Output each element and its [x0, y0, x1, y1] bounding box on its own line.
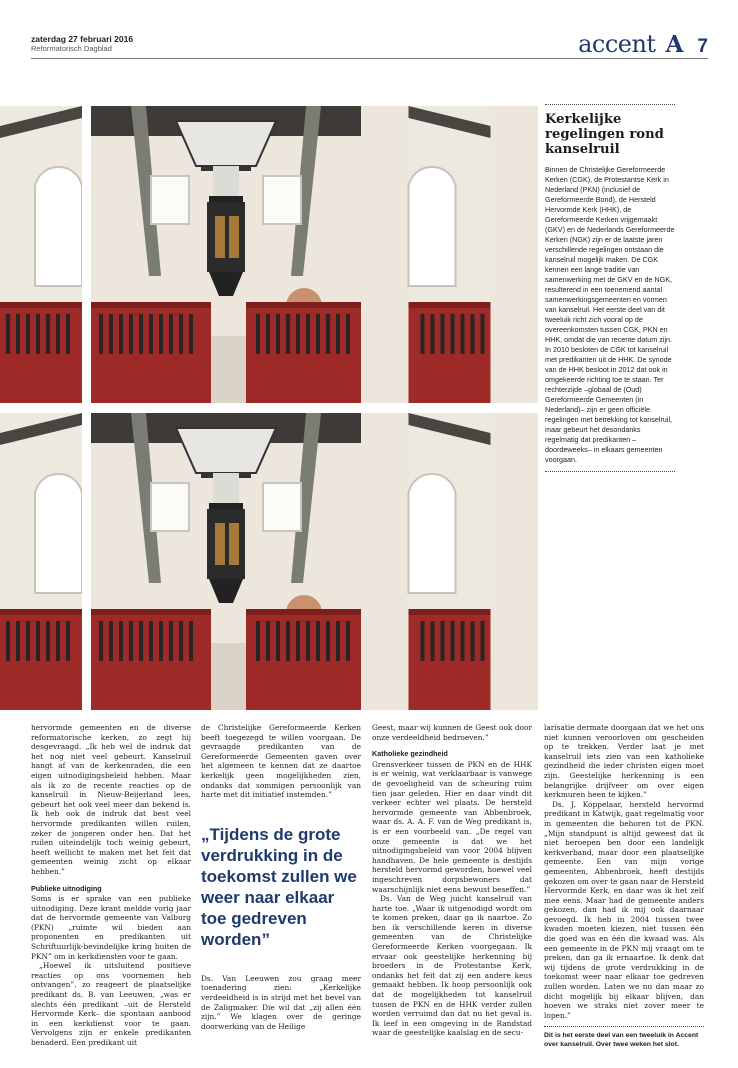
newspaper-name: Reformatorisch Dagblad	[31, 44, 112, 53]
section-name: accent	[578, 30, 656, 58]
article-column-2	[201, 723, 361, 1031]
photo-church-top-center	[91, 106, 361, 403]
issue-date: zaterdag 27 februari 2016	[31, 34, 134, 44]
article-column-3	[372, 723, 532, 1038]
photo-church-top-left	[0, 106, 82, 403]
header-rule	[31, 58, 708, 59]
subheading: Katholieke gezindheid	[372, 749, 448, 759]
footer-rule	[544, 1026, 704, 1027]
article-paragraph: larisatie dermate doorgaan dat we het ons niet kunnen veroorloven om gescheiden op te trekken. Verder laat je met kanselruil iets zien van een katholieke gezindheid die ieder christen eigen moet zijn. Geestelijke herkenning is een belangrijke drijfveer om over eigen kerkmuren heen te kijken.”	[544, 723, 704, 800]
article-paragraph: Grensverkeer tussen de PKN en de HHK is er weinig, wat verklaarbaar is vanwege de gevoeligheid van de scheuring ruim tien jaar geleden. Hier en daar vindt dit verkeer echter wel plaats. De hersteld hervormde gemeente van Abbenbroek, waar ds. A. A. F. van de Weg predikant is, is er een voorbeeld van. „De regel van onze gemeente is dat we het uitnodigingsbeleid van voor 2004 blijven handhaven. De hele gemeente is destijds hersteld hervormd geworden, hoewel veel ingeschreven dorpsbewoners dat waarschijnlijk niet eens bewust beseffen.”	[372, 759, 532, 894]
sidebar-bottom-rule	[545, 471, 675, 472]
subheading: Publieke uitnodiging	[31, 883, 102, 893]
article-column-1	[31, 723, 191, 1048]
photo-church-bottom-left	[0, 413, 82, 710]
photo-church-bottom-center	[91, 413, 361, 710]
article-paragraph: hervormde gemeenten en de diverse reformatorische kerken, zo zegt hij desgevraagd. „Ik heb wel de indruk dat het nog niet veel gebeurt. Kanselruil hangt af van de kerkenraden, die een eigen uitnodigingsbeleid hebben. Maar als ik zo de recente reacties op de kanselruil in Nieuw-Beijerland lees, gebeurt het ook veel meer dan bekend is. Ik heb ook de indruk dat best veel hervormde predikanten willen ruilen, zeker de jongeren onder hen. Dat het ruilen uiteindelijk toch weinig gebeurt, heeft wellicht te maken met het feit dat gemeenten weinig zicht op elkaar hebben.”	[31, 723, 191, 876]
pull-quote: „Tijdens de grote verdrukking in de toekomst zullen we weer naar elkaar toe gedreven worden”	[201, 824, 357, 949]
info-sidebar	[545, 104, 675, 472]
article-paragraph: de Christelijke Gereformeerde Kerken beeft toegezegd te willen voorgaan. De gevraagde predikanten van de Gereformeerde Gemeenten gaven over het algemeen te kennen dat ze daartoe kerkelijk geen mogelijkheden zien, ondanks dat sommigen persoonlijk van harte met dit initiatief instemden.”	[201, 723, 361, 800]
photo-church-bottom-right	[361, 413, 538, 710]
page-header	[31, 30, 708, 60]
photo-church-top-right	[361, 106, 538, 403]
section-logo: A	[665, 31, 684, 58]
sidebar-top-rule	[545, 104, 675, 105]
article-paragraph: Ds. J. Koppelaar, hersteld hervormd predikant in Katwijk, gaat regelmatig voor in gemeenten die behoren tot de PKN. „Mijn standpunt is altijd geweest dat ik niet beroepen ben door een landelijk kerkverband, maar door een plaatselijke gemeente. Een van mijn vorige gemeenten, Abbenbroek, heeft destijds gekozen om over te gaan naar de Hersteld Hervormde Kerk, en daar was ik het zelf mee eens. Maar had de gemeente anders gekozen, dan had ik mij ook daarnaar gevoegd. Ik heb in 2004 tussen twee kwaden moeten kiezen, niet tussen één die goed was en één die kwaad was. Als een gemeente in de PKN mij vraagt om te preken, dan ga ik ernaartoe. Ik denk dat wij tijdens de grote verdrukking in de toekomst weer naar elkaar toe gedreven zullen worden. Laten we nu dan maar zo dicht mogelijk bij elkaar blijven, dan hoeven we straks niet zover meer te lopen.”	[544, 799, 704, 1020]
article-column-4	[544, 723, 704, 1049]
sidebar-paragraph: Binnen de Christelijke Gereformeerde Kerken (CGK), de Protestantse Kerk in Nederland (PKN) (inclusief de Gereformeerde Bond), de Hersteld Hervormde Kerk (HHK), de Gereformeerde Kerken vrijgemaakt (GKV) en de Nederlands Gereformeerde Kerken (NGK) zijn er de laatste jaren verschillende regelingen ontstaan die kanselruil mogelijk maken. De CGK kennen een lange traditie van samenwerking met de GKV en de NGK, resulterend in een toenemend aantal samenwerkingsgemeenten en vormen van kanselruil. Het eerste deel van dit tweeluik richt zich vooral op de overeenkomsten tussen CGK, PKN en HHK, omdat die van recente datum zijn. In 2010 besloten de CGK tot kanselruil met predikanten uit de HHK. De synode van de HHK besloot in 2012 dat ook in omgekeerde richting toe te staan. Ter rechterzijde –globaal de (Oud) Gereformeerde Gemeenten (in Nederland)– zijn er geen officiële regelingen met betrekking tot kanselruil, maar gebeurt het desondanks regelmatig dat predikanten –doordeweeks– in elkaars gemeenten voorgaan.	[545, 165, 675, 464]
article-paragraph: „Hoewel ik uitsluitend positieve reacties op ons voornemen heb ontvangen”, zo reageert de plaatselijke predikant ds. B. van Leeuwen, „was er slechts één predikant –uit de Hersteld Hervormde Kerk– die spontaan aanbood in een kerkdienst voor te gaan. Vervolgens zijn er enkele predikanten benaderd. Een predikant uit	[31, 961, 191, 1047]
series-note: Dit is het eerste deel van een tweeluik in Accent over kanselruil. Over twee weken het slot.	[544, 1032, 699, 1049]
article-paragraph: Ds. Van Leeuwen zou graag meer toenadering zien: „Kerkelijke verdeeldheid is in strijd met het bevel van de Zaligmaker. Die wil dat „zij allen één zijn.” We klagen over de geringe doorwerking van de Heilige	[201, 973, 361, 1031]
article-paragraph: Ds. Van de Weg juicht kanselruil van harte toe. „Waar ik uitgenodigd wordt om te komen preken, daar ga ik naartoe. Zo ben ik verschillende keren in diverse gemeenten van de Christelijke Gereformeerde Kerken voorgegaan. Ik ervaar ook geestelijke herkenning bij broeders in de Protestantse Kerk, ondanks het feit dat zij een andere keus gemaakt hebben. Ik hoop persoonlijk ook dat de mogelijkheden tot kanselruil tussen de PKN en de HHK verder zullen worden verruimd dan dat nu het geval is. Ik leef in een omgeving in de Randstad waar de geestelijke kaalslag en de secu-	[372, 894, 532, 1038]
sidebar-title: Kerkelijke regelingen rond kanselruil	[545, 112, 664, 157]
article-paragraph: Soms is er sprake van een publieke uitnodiging. Deze krant meldde vorig jaar dat de hervormde gemeente van Valburg (PKN) „ruimte wil bieden aan proponenten en predikanten uit Schriftuurlijk-bevindelijke kring buiten de PKN” om in kerkdiensten voor te gaan.	[31, 894, 191, 961]
page-number: 7	[697, 36, 708, 57]
section-masthead	[578, 30, 708, 58]
article-paragraph: Geest, maar wij kunnen de Geest ook door onze verdeeldheid bedroeven.”	[372, 723, 532, 742]
sidebar-body	[545, 165, 675, 465]
